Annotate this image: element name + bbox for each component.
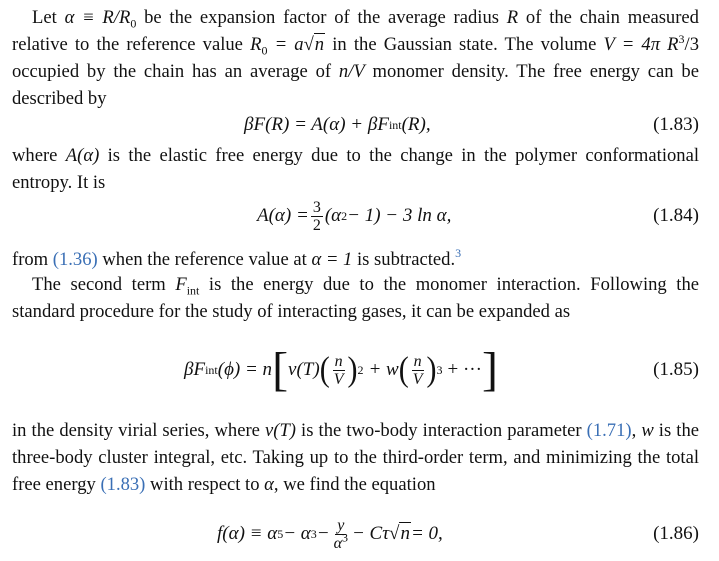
equation-1-83: βF(R) = A(α) + βF int (R), (1.83) [12,103,699,147]
paragraph-2: where A(α) is the elastic free energy due to the change in the polymer conformational entropy. It is [12,145,699,193]
math-alpha-def: $\alpha \equiv R/R_0$ [64,7,137,31]
math-r0-def: $R_0 = a√n$ [250,34,325,58]
equation-number: (1.85) [653,359,699,380]
equation-1-84: A(α) = $\frac{3}{2}$ (α 2 − 1) − 3 ln α, (1.84) [12,194,699,238]
footnote-marker[interactable]: 3 [455,246,462,260]
left-bracket: [ [272,343,289,396]
paragraph-3: from (1.36) when the reference value at α = 1 is subtracted.$^3$ [12,246,462,270]
math-volume: V = 4π $R^3/3$ [603,31,699,55]
math-fint: $F_{int}$ [175,274,200,298]
paragraph-4: The second term $F_{int}$ is the energy due to the monomer interaction. Following the standard procedure for the study of interacting gases, it can be expanded as [12,274,700,322]
fraction: $\frac{3}{2}$ [312,198,321,234]
fraction: $\frac{n}{V}$ [412,352,423,388]
paragraph-5: in the density virial series, where v(T) is the two-body interaction parameter (1.71), w is the three-body cluster integral, etc. Taking up to the third-order term, and minimizing the total free energy (1.83) with respect to α, we find the equation [12,420,700,495]
equation-1-85: βF int (ϕ) = n [ v(T) ( $\frac{n}{V}$ ) 2 + w ( $\frac{n}{V}$ ) 3 + ··· ] (1.85) [184,343,699,396]
fraction: $\frac{y}{\alpha^3}$ [333,516,348,552]
equation-link-1-36[interactable]: (1.36) [52,249,98,270]
right-bracket: ] [481,343,498,396]
fraction: $\frac{n}{V}$ [333,352,344,388]
equation-link-1-71[interactable]: (1.71) [586,420,632,441]
equation-number: (1.83) [653,114,699,135]
equation-link-1-83[interactable]: (1.83) [100,474,146,495]
paragraph-1: Let $\alpha \equiv R/R_0$ be the expansion factor of the average radius R of the chain measured relative to the reference value $R_0 = a√n$ in the Gaussian state. The volume V = 4π $R^3/3$ occupied by the chain has an average of n/V monomer density. The free energy can be described by [12,7,699,109]
equation-1-86: f(α) ≡ α 5 − α 3 − $\frac{y}{\alpha^3}$ − Cτ √n = 0, (1.86) [12,512,699,556]
equation-number: (1.84) [653,205,699,226]
equation-number: (1.86) [653,523,699,544]
